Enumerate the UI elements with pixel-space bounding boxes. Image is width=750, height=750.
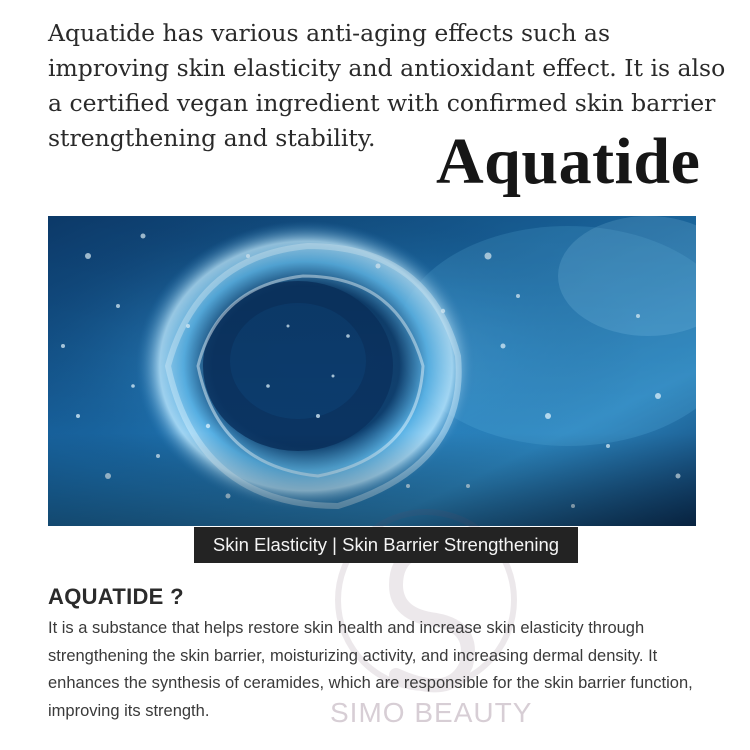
water-splash-illustration — [48, 216, 696, 526]
hero-caption: Skin Elasticity | Skin Barrier Strengthening — [194, 527, 578, 563]
section-heading: AQUATIDE ? — [48, 584, 184, 609]
intro-paragraph: Aquatide has various anti-aging effects such as improving skin elasticity and antioxidant effect. It is also a certified vegan ingredient with confirmed skin barrier strengthening and stability. — [48, 19, 726, 152]
brand-title: Aquatide — [436, 125, 701, 198]
brand-watermark-text: SIMO BEAUTY — [330, 697, 533, 728]
section-body: It is a substance that helps restore skin health and increase skin elasticity through strengthening the skin barrier, moisturizing activity, and increasing dermal density. It enhances the synthesis of ceramides, which are responsible for the skin barrier function, improving its strength. — [48, 619, 693, 720]
hero-water-image — [48, 216, 696, 526]
